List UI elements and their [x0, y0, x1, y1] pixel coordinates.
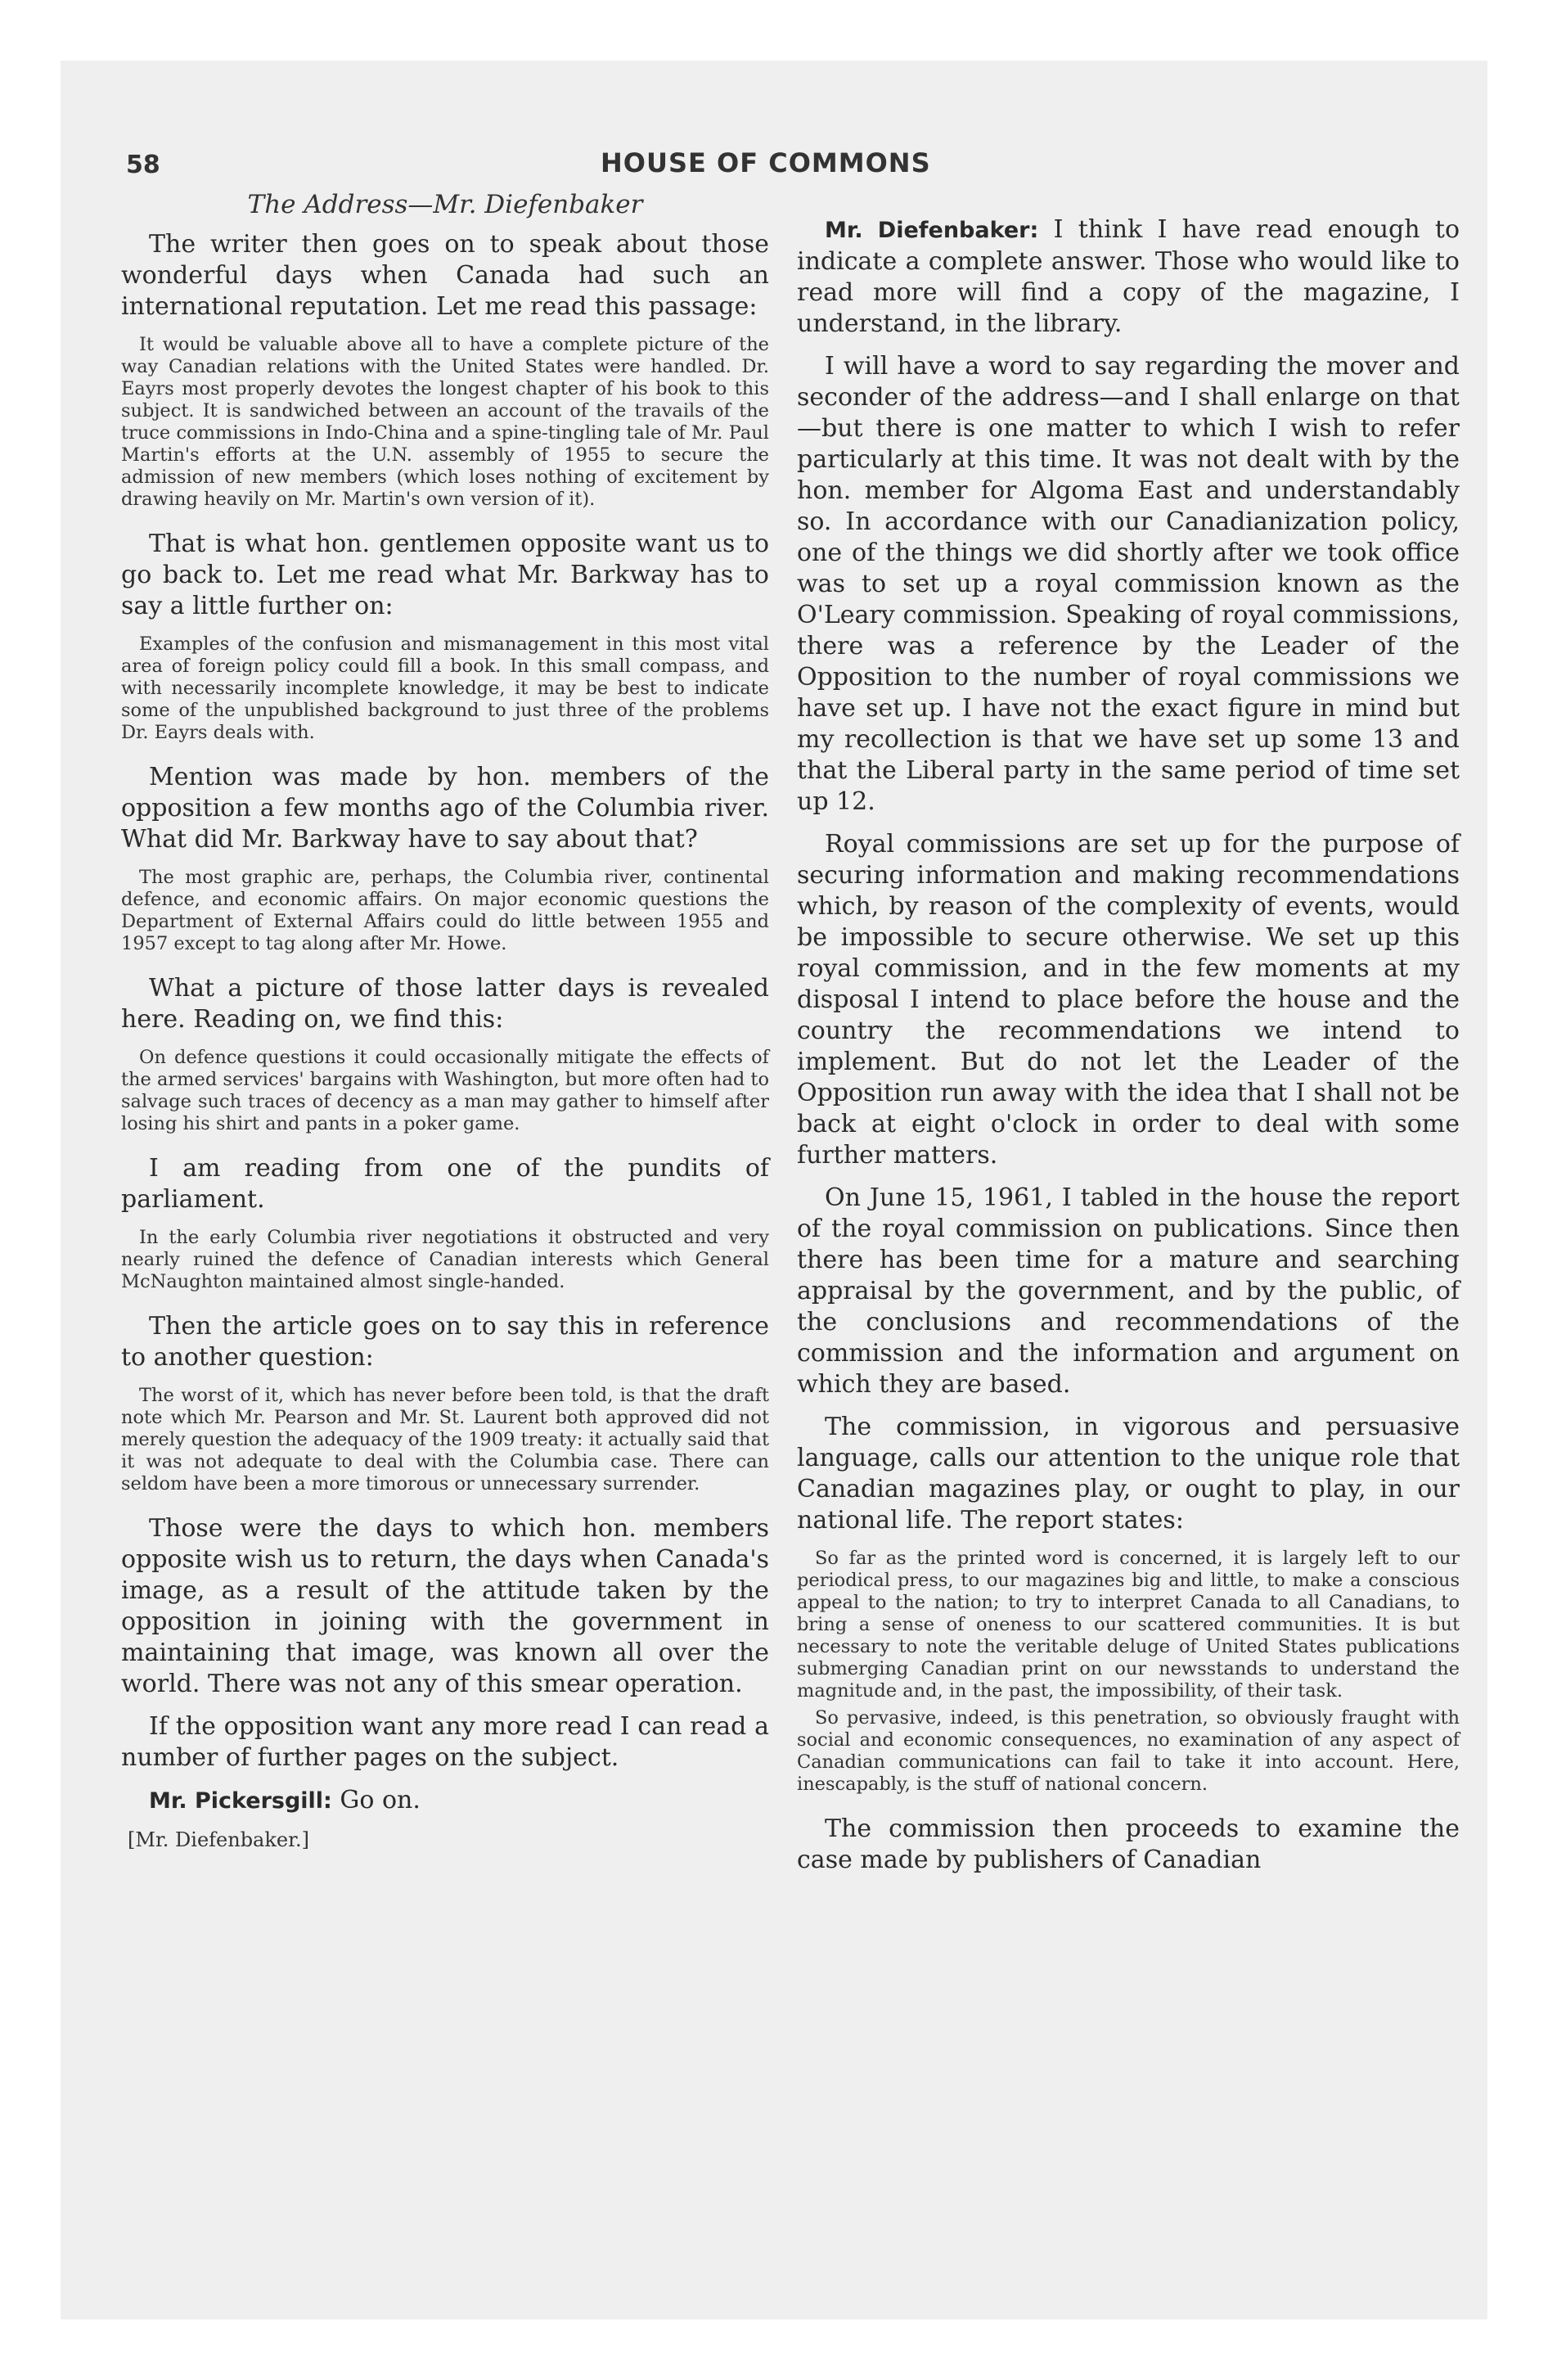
block-quote: The worst of it, which has never before been told, is that the draft note which Mr. Pearson and Mr. St. Laurent both approved did not merely question the adequacy of the 1909 treaty: it actually said that it was not adequate to deal with the Columbia case. There can seldom have been a more timorous or unnecessary surrender. [121, 1385, 769, 1494]
paragraph: If the opposition want any more read I can read a number of further pages on the subject. [121, 1712, 769, 1772]
paragraph: Those were the days to which hon. members opposite wish us to return, the days when Canada's image, as a result of the attitude taken by the opposition in joining with the government in maintaining that image, was known all over the world. There was not any of this smear operation. [121, 1514, 769, 1698]
block-quote: It would be valuable above all to have a complete picture of the way Canadian relations with the United States were handled. Dr. Eayrs most properly devotes the longest chapter of his book to this subject. It is sandwiched between an account of the travails of the truce commissions in Indo-China and a spine-tingling tale of Mr. Paul Martin's efforts at the U.N. assembly of 1955 to secure the admission of new members (which loses nothing of excitement by drawing heavily on Mr. Martin's own version of it). [121, 334, 769, 510]
block-quote: So far as the printed word is concerned, it is largely left to our periodical press, to our magazines big and little, to make a conscious appeal to the nation; to try to interpret Canada to all Canadians, to bring a sense of oneness to our scattered communities. It is but necessary to note the veritable deluge of United States publications submerging Canadian print on our newsstands to understand the magnitude and, in the past, the impossibility, of their task. [797, 1548, 1460, 1702]
speaker-name: Mr. Diefenbaker: [825, 218, 1039, 243]
speaker-text: Go on. [331, 1786, 421, 1814]
paragraph: The commission, in vigorous and persuasive language, calls our attention to the unique role that Canadian magazines play, or ought to play, in our national life. The report states: [797, 1413, 1460, 1535]
paragraph: Then the article goes on to say this in reference to another question: [121, 1312, 769, 1372]
paragraph: What a picture of those latter days is revealed here. Reading on, we find this: [121, 974, 769, 1034]
speaker-name: Mr. Pickersgill: [149, 1788, 332, 1814]
paragraph: The writer then goes on to speak about those wonderful days when Canada had such an international reputation. Let me read this passage: [121, 230, 769, 321]
left-column [121, 190, 769, 1851]
block-quote: The most graphic are, perhaps, the Columbia river, continental defence, and economic affairs. On major economic questions the Department of External Affairs could do little between 1955 and 1957 except to tag along after Mr. Howe. [121, 867, 769, 954]
block-quote: Examples of the confusion and mismanagement in this most vital area of foreign policy could fill a book. In this small compass, and with necessarily incomplete knowledge, it may be best to indicate some of the unpublished background to just three of the problems Dr. Eayrs deals with. [121, 633, 769, 743]
paragraph: On June 15, 1961, I tabled in the house the report of the royal commission on publications. Since then there has been time for a mature and searching appraisal by the government, and by the public, of the conclusions and recommendations of the commission and the information and argument on which they are based. [797, 1183, 1460, 1399]
block-quote: In the early Columbia river negotiations it obstructed and very nearly ruined the defence of Canadian interests which General McNaughton maintained almost single-handed. [121, 1227, 769, 1292]
paragraph: The commission then proceeds to examine the case made by publishers of Canadian [797, 1814, 1460, 1874]
block-quote: So pervasive, indeed, is this penetration, so obviously fraught with social and economic consequences, no examination of any aspect of Canadian communications can fail to take it into account. Here, inescapably, is the stuff of national concern. [797, 1707, 1460, 1795]
speaker-paragraph [121, 1785, 769, 1817]
speaker-text: I think I have read enough to indicate a complete answer. Those who would like to read more will find a copy of the magazine, I understand, in the library. [797, 215, 1460, 338]
page-header [126, 147, 1448, 185]
paragraph: Royal commissions are set up for the purpose of securing information and making recommendations which, by reason of the complexity of events, would be impossible to secure otherwise. We set up this royal commission, and in the few moments at my disposal I intend to place before the house and the country the recommendations we intend to implement. But do not let the Leader of the Opposition run away with the idea that I shall not be back at eight o'clock in order to deal with some further matters. [797, 830, 1460, 1170]
block-quote: On defence questions it could occasionally mitigate the effects of the armed services' bargains with Washington, but more often had to salvage such traces of decency as a man may gather to himself after losing his shirt and pants in a poker game. [121, 1047, 769, 1134]
running-head: The Address—Mr. Diefenbaker [247, 190, 643, 219]
paragraph: Mention was made by hon. members of the opposition a few months ago of the Columbia river. What did Mr. Barkway have to say about that? [121, 763, 769, 854]
speaker-bracket-note: [Mr. Diefenbaker.] [128, 1828, 309, 1851]
page-title: HOUSE OF COMMONS [601, 147, 931, 178]
speaker-paragraph [797, 214, 1460, 340]
page-number: 58 [126, 151, 160, 179]
paragraph: That is what hon. gentlemen opposite want us to go back to. Let me read what Mr. Barkway has to say a little further on: [121, 530, 769, 620]
paragraph: I am reading from one of the pundits of parliament. [121, 1154, 769, 1214]
right-column [797, 214, 1460, 1887]
paragraph: I will have a word to say regarding the mover and seconder of the address—and I shall enlarge on that—but there is one matter to which I wish to refer particularly at this time. It was not dealt with by the hon. member for Algoma East and understandably so. In accordance with our Canadianization policy, one of the things we did shortly after we took office was to set up a royal commission known as the O'Leary commission. Speaking of royal commissions, there was a reference by the Leader of the Opposition to the number of royal commissions we have set up. I have not the exact figure in mind but my recollection is that we have set up some 13 and that the Liberal party in the same period of time set up 12. [797, 352, 1460, 816]
